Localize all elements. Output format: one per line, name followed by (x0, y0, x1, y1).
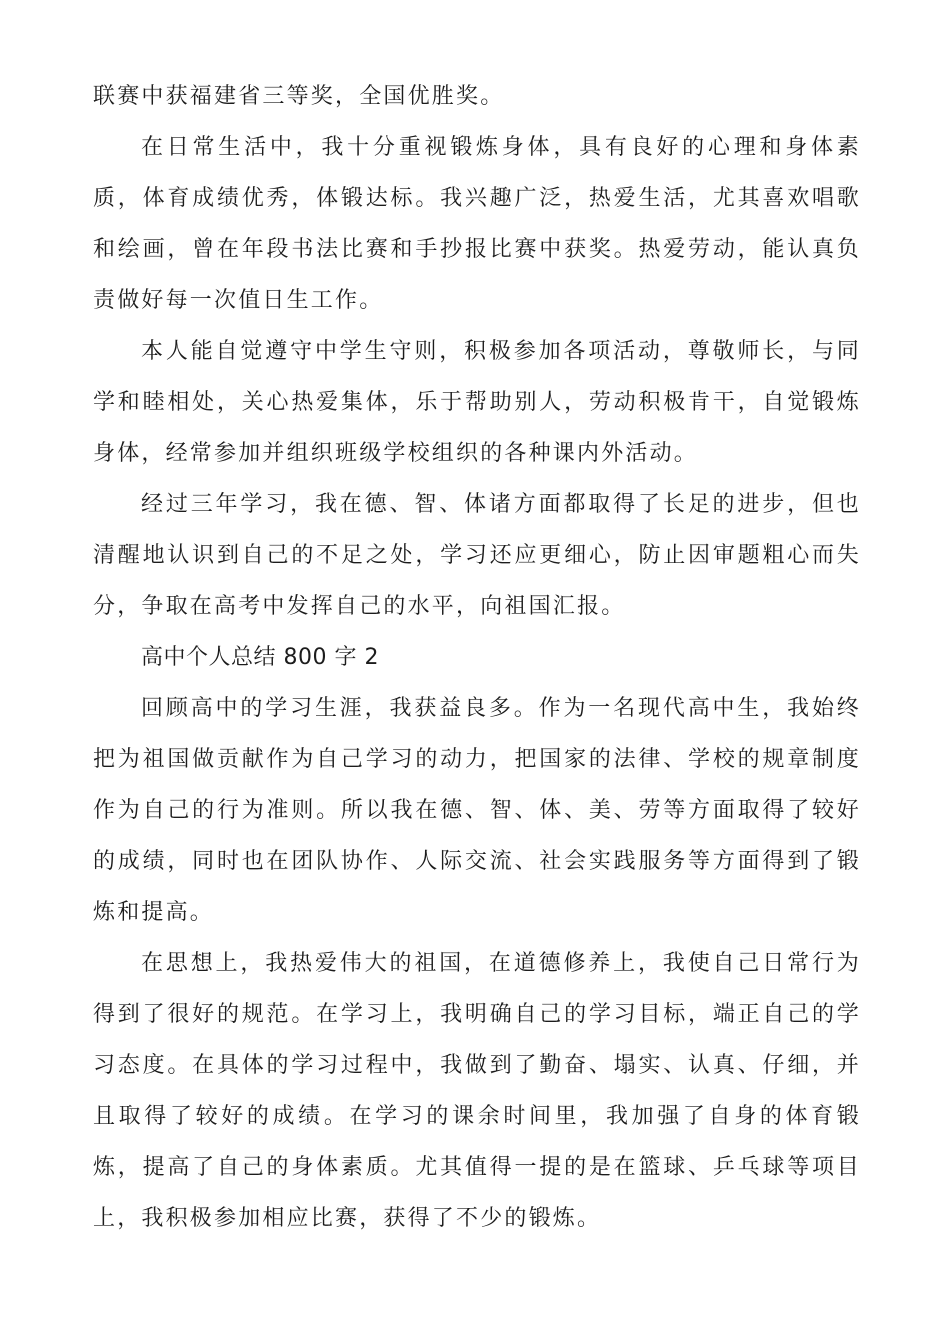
paragraph-review: 回顾高中的学习生涯，我获益良多。作为一名现代高中生，我始终把为祖国做贡献作为自己学习的动力，把国家的法律、学校的规章制度作为自己的行为准则。所以我在德、智、体、美、劳等方面取得了较好的成绩，同时也在团队协作、人际交流、社会实践服务等方面得到了锻炼和提高。 (93, 696, 861, 925)
paragraph-conduct: 本人能自觉遵守中学生守则，积极参加各项活动，尊敬师长，与同学和睦相处，关心热爱集体，乐于帮助别人，劳动积极肯干，自觉锻炼身体，经常参加并组织班级学校组织的各种课内外活动。 (93, 339, 861, 466)
document-body (93, 71, 861, 1244)
section-heading: 高中个人总结 800 字 2 (141, 645, 379, 670)
paragraph-three-years: 经过三年学习，我在德、智、体诸方面都取得了长足的进步，但也清醒地认识到自己的不足之处，学习还应更细心，防止因审题粗心而失分，争取在高考中发挥自己的水平，向祖国汇报。 (93, 492, 861, 619)
paragraph-continued: 联赛中获福建省三等奖，全国优胜奖。 (93, 84, 505, 109)
paragraph-thought-study: 在思想上，我热爱伟大的祖国，在道德修养上，我使自己日常行为得到了很好的规范。在学习上，我明确自己的学习目标，端正自己的学习态度。在具体的学习过程中，我做到了勤奋、塌实、认真、仔细，并且取得了较好的成绩。在学习的课余时间里，我加强了自身的体育锻炼，提高了自己的身体素质。尤其值得一提的是在篮球、乒乓球等项目上，我积极参加相应比赛，获得了不少的锻炼。 (93, 951, 861, 1231)
paragraph-daily-life: 在日常生活中，我十分重视锻炼身体，具有良好的心理和身体素质，体育成绩优秀，体锻达标。我兴趣广泛，热爱生活，尤其喜欢唱歌和绘画，曾在年段书法比赛和手抄报比赛中获奖。热爱劳动，能认真负责做好每一次值日生工作。 (93, 135, 861, 313)
